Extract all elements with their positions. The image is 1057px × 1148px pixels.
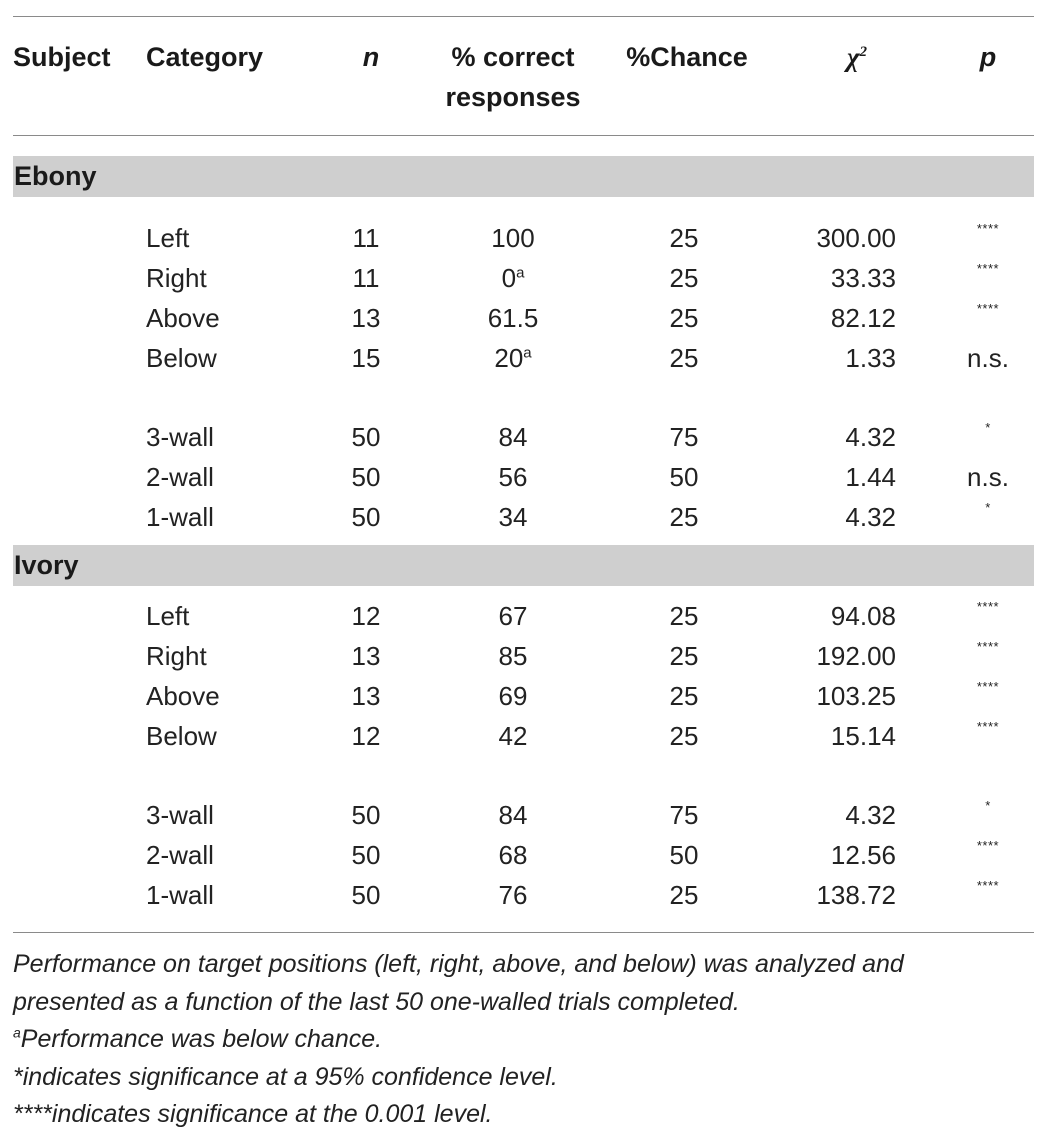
n-cell: 11 xyxy=(352,263,380,293)
footnote-marker-a: a xyxy=(13,1024,21,1041)
footnote-below-chance-text: Performance was below chance. xyxy=(20,1025,383,1053)
pct-value: 0 xyxy=(501,263,517,293)
pct-correct-cell xyxy=(452,457,574,497)
chance-cell: 75 xyxy=(669,800,699,830)
category-cell: 1-wall xyxy=(146,502,214,532)
chi-square-cell: 4.32 xyxy=(845,422,896,452)
pct-correct-cell xyxy=(452,417,574,457)
category-cell: Right xyxy=(146,641,207,671)
p-value-cell: n.s. xyxy=(967,462,1009,492)
category-cell: 1-wall xyxy=(146,880,214,910)
footnote-below-chance xyxy=(13,1021,1034,1059)
p-value-cell: **** xyxy=(976,301,1000,316)
chi-square-cell: 12.56 xyxy=(830,840,896,870)
category-cell: 3-wall xyxy=(146,800,214,830)
header-chi-square xyxy=(812,37,902,77)
pct-value: 67 xyxy=(498,601,528,631)
chi-square-cell: 4.32 xyxy=(845,502,896,532)
chance-cell: 50 xyxy=(669,840,699,870)
chance-cell: 25 xyxy=(669,681,699,711)
pct-value: 34 xyxy=(498,502,528,532)
chi-square-cell: 4.32 xyxy=(845,800,896,830)
p-value-cell: **** xyxy=(976,679,1000,694)
pct-correct-cell xyxy=(452,258,574,298)
p-value-cell: * xyxy=(985,798,991,813)
chi-square-cell: 138.72 xyxy=(816,880,896,910)
category-cell: Below xyxy=(146,721,217,751)
footnote-line-1: Performance on target positions (left, right, above, and below) was analyzed and xyxy=(13,950,904,978)
chi-square-cell: 300.00 xyxy=(816,223,896,253)
pct-value: 76 xyxy=(498,880,528,910)
pct-correct-cell xyxy=(452,716,574,756)
table-footnotes xyxy=(13,946,1034,1134)
pct-correct-cell xyxy=(452,298,574,338)
n-cell: 15 xyxy=(351,343,381,373)
pct-value: 68 xyxy=(498,840,528,870)
pct-correct-cell xyxy=(452,795,574,835)
chance-cell: 75 xyxy=(669,422,699,452)
pct-correct-cell xyxy=(452,218,574,258)
footnote-line-2: presented as a function of the last 50 one-walled trials completed. xyxy=(13,987,740,1016)
pct-value: 56 xyxy=(498,462,528,492)
pct-value: 20 xyxy=(494,343,524,373)
footnote-significance-95: *indicates significance at a 95% confidence level. xyxy=(13,1062,558,1091)
pct-value: 84 xyxy=(498,422,528,452)
pct-value: 61.5 xyxy=(487,303,539,333)
category-cell: 2-wall xyxy=(146,462,214,492)
chi-square-cell: 192.00 xyxy=(816,641,896,671)
chance-cell: 25 xyxy=(669,343,699,373)
subject-label: Ebony xyxy=(14,161,97,191)
pct-correct-cell xyxy=(452,497,574,537)
pct-correct-cell xyxy=(452,676,574,716)
n-cell: 11 xyxy=(352,223,380,253)
chi-symbol: χ xyxy=(846,42,860,72)
chi-square-cell: 103.25 xyxy=(816,681,896,711)
chi-square-cell: 82.12 xyxy=(830,303,896,333)
chi-square-cell: 33.33 xyxy=(830,263,896,293)
chi-square-cell: 1.44 xyxy=(845,462,896,492)
n-cell: 13 xyxy=(351,303,381,333)
bottom-rule xyxy=(13,932,1034,933)
below-chance-marker: a xyxy=(516,264,525,282)
chance-cell: 25 xyxy=(669,880,699,910)
n-cell: 13 xyxy=(351,641,381,671)
p-value-cell: **** xyxy=(976,221,1000,236)
chi-square-cell: 94.08 xyxy=(830,601,896,631)
category-cell: Right xyxy=(146,263,207,293)
pct-correct-cell xyxy=(452,596,574,636)
n-cell: 12 xyxy=(351,601,381,631)
header-pct-line1: % correct xyxy=(451,42,575,72)
header-n: n xyxy=(362,42,380,72)
n-cell: 50 xyxy=(351,880,381,910)
n-cell: 50 xyxy=(351,800,381,830)
p-value-cell: * xyxy=(985,500,991,515)
chance-cell: 50 xyxy=(669,462,699,492)
category-cell: 3-wall xyxy=(146,422,214,452)
chi-superscript: 2 xyxy=(859,44,868,60)
header-category: Category xyxy=(146,42,264,72)
n-cell: 50 xyxy=(351,502,381,532)
p-value-cell: * xyxy=(985,420,991,435)
footnote-significance-0001: ****indicates significance at the 0.001 level. xyxy=(13,1100,493,1128)
pct-value: 69 xyxy=(498,681,528,711)
header-rule xyxy=(13,135,1034,136)
category-cell: Left xyxy=(146,223,190,253)
n-cell: 50 xyxy=(351,462,381,492)
pct-correct-cell xyxy=(452,875,574,915)
pct-value: 100 xyxy=(491,223,535,253)
chance-cell: 25 xyxy=(669,263,699,293)
category-cell: Above xyxy=(146,303,220,333)
pct-correct-cell xyxy=(452,835,574,875)
p-value-cell: **** xyxy=(976,878,1000,893)
category-cell: 2-wall xyxy=(146,840,214,870)
chance-cell: 25 xyxy=(669,721,699,751)
n-cell: 12 xyxy=(351,721,381,751)
p-value-cell: n.s. xyxy=(967,343,1009,373)
category-cell: Above xyxy=(146,681,220,711)
n-cell: 13 xyxy=(351,681,381,711)
chi-square-cell: 1.33 xyxy=(845,343,896,373)
pct-value: 84 xyxy=(498,800,528,830)
header-subject: Subject xyxy=(13,42,111,72)
p-value-cell: **** xyxy=(976,639,1000,654)
subject-band-ebony xyxy=(13,156,1034,197)
p-value-cell: **** xyxy=(976,599,1000,614)
pct-value: 85 xyxy=(498,641,528,671)
below-chance-marker: a xyxy=(523,344,532,362)
subject-band-ivory xyxy=(13,545,1034,586)
header-chance: %Chance xyxy=(626,42,748,72)
chance-cell: 25 xyxy=(669,223,699,253)
chance-cell: 25 xyxy=(669,502,699,532)
category-cell: Below xyxy=(146,343,217,373)
n-cell: 50 xyxy=(351,422,381,452)
p-value-cell: **** xyxy=(976,261,1000,276)
chi-square-cell: 15.14 xyxy=(830,721,896,751)
top-rule xyxy=(13,16,1034,17)
header-pct-line2: responses xyxy=(445,82,581,112)
chance-cell: 25 xyxy=(669,601,699,631)
header-p: p xyxy=(979,42,997,72)
category-cell: Left xyxy=(146,601,190,631)
chance-cell: 25 xyxy=(669,641,699,671)
subject-label: Ivory xyxy=(14,550,79,580)
pct-value: 42 xyxy=(498,721,528,751)
p-value-cell: **** xyxy=(976,719,1000,734)
p-value-cell: **** xyxy=(976,838,1000,853)
chance-cell: 25 xyxy=(669,303,699,333)
pct-correct-cell xyxy=(452,338,574,378)
pct-correct-cell xyxy=(452,636,574,676)
n-cell: 50 xyxy=(351,840,381,870)
